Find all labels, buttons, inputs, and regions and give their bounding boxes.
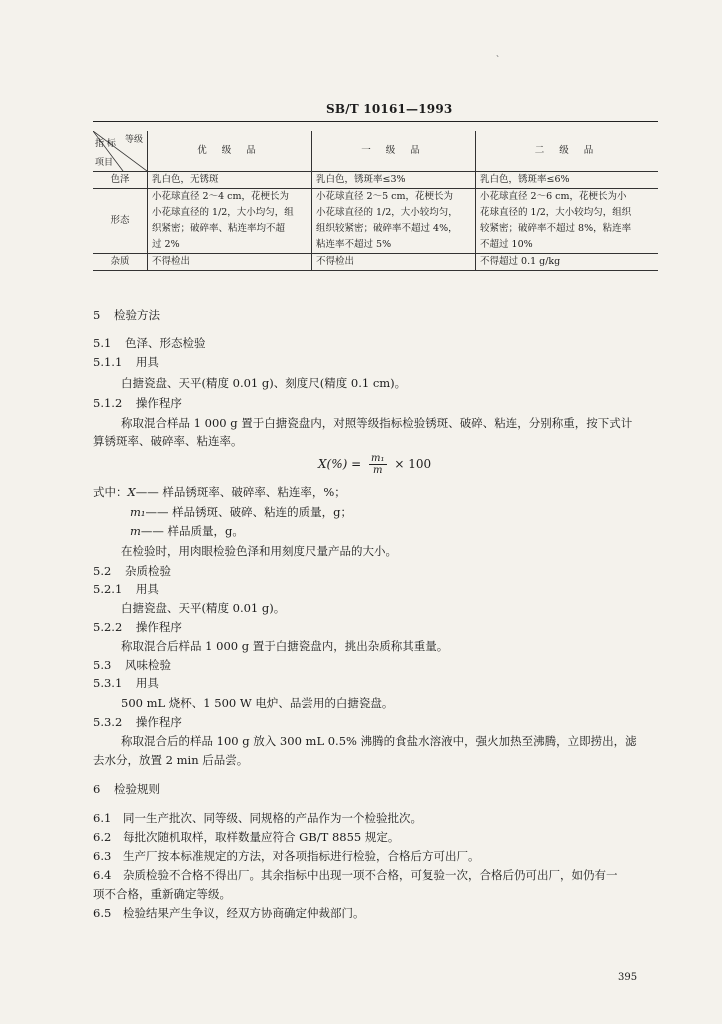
paragraph: 白搪瓷盘、天平(精度 0.01 g)、刻度尺(精度 0.1 cm)。 [121,376,407,390]
cell-shape-excellent [148,189,312,254]
rule-number: 6.3 [93,849,112,863]
section-title: 风味检验 [124,658,171,672]
cell-line: 较紧密；破碎率不超过 8%，粘连率 [480,223,632,234]
page-number: 395 [618,972,638,983]
section-number: 6 [93,782,101,796]
corner-index-label: 指 标 [95,139,116,149]
section-5-heading [93,307,160,323]
rule-number: 6.5 [93,906,112,920]
table-row [93,189,658,254]
formula-lhs: X(%) [318,457,348,471]
cell-line: 小花球直径 2～5 cm，花梗长为 [316,191,453,202]
section-5-1-2-heading [93,395,182,411]
row-label-shape: 形态 [93,189,148,254]
rule-text: 检验结果产生争议，经双方协商确定仲裁部门。 [122,906,365,920]
rule-text: 同一生产批次、同等级、同规格的产品作为一个检验批次。 [122,811,422,825]
section-title: 操作程序 [135,396,182,410]
cell-color-first: 乳白色，锈斑率≤3% [312,172,476,189]
section-number: 5.3.2 [93,715,123,729]
section-number: 5.2.2 [93,620,123,634]
section-title: 操作程序 [135,620,182,634]
cell-line: 花球直径的 1/2，大小较均匀，组织 [480,207,632,218]
section-5-1-heading [93,335,205,351]
section-title: 检验方法 [113,308,160,322]
stray-mark: 、 [496,49,504,58]
formula-numerator: m₁ [371,453,385,464]
corner-grade-label: 等级 [125,135,144,145]
where-symbol: m [130,524,141,538]
rule-6-4-continued: 项不合格，重新确定等级。 [93,887,231,901]
section-title: 色泽、形态检验 [124,336,206,350]
corner-item-label: 项目 [95,158,114,168]
rule-text: 生产厂按本标准规定的方法，对各项指标进行检验，合格后方可出厂。 [122,849,480,863]
cell-line: 小花球直径 2～4 cm，花梗长为 [152,191,289,202]
formula-denominator: m [373,465,383,476]
where-intro: 式中： [93,485,128,499]
row-label-impurity: 杂质 [93,254,148,271]
section-title: 操作程序 [135,715,182,729]
cell-shape-second [476,189,659,254]
section-5-2-2-heading [93,619,182,635]
col-header-first: 一 级 品 [312,131,476,172]
paragraph: 白搪瓷盘、天平(精度 0.01 g)。 [121,601,286,615]
section-5-3-2-heading [93,714,182,730]
rule-number: 6.1 [93,811,112,825]
section-number: 5.1 [93,336,112,350]
col-header-second: 二 级 品 [476,131,659,172]
section-number: 5.2 [93,564,112,578]
section-5-1-1-heading [93,354,159,370]
formula-tail: × 100 [394,457,432,471]
cell-line: 不超过 10% [480,239,533,250]
cell-line: 小花球直径的 1/2，大小均匀，组 [152,207,294,218]
col-header-excellent: 优 级 品 [148,131,312,172]
header-rule [93,121,658,122]
cell-impurity-first: 不得检出 [312,254,476,271]
rule-6-2 [93,829,399,845]
paragraph: 在检验时，用肉眼检验色泽和用刻度尺量产品的大小。 [121,544,397,558]
rule-number: 6.4 [93,868,112,882]
section-5-2-heading [93,563,171,579]
rule-text: 杂质检验不合格不得出厂。其余指标中出现一项不合格，可复验一次，合格后仍可出厂，如仍有一 [122,868,618,882]
cell-line: 小花球直径的 1/2，大小较均匀， [316,207,458,218]
table-row [93,172,658,189]
paragraph: 算锈斑率、破碎率、粘连率。 [93,434,243,448]
section-number: 5.1.2 [93,396,123,410]
cell-line: 粘连率不超过 5% [316,239,392,250]
section-title: 杂质检验 [124,564,171,578]
where-definition: —— 样品质量，g。 [140,524,244,538]
section-6-heading [93,781,160,797]
rule-6-4 [93,867,617,883]
section-number: 5.1.1 [93,355,123,369]
paragraph: 称取混合后样品 1 000 g 置于白搪瓷盘内，挑出杂质称其重量。 [121,639,449,653]
cell-impurity-excellent: 不得检出 [148,254,312,271]
rule-number: 6.2 [93,830,112,844]
where-m1 [130,504,352,520]
where-symbol: X [127,485,136,499]
cell-line: 织紧密；破碎率、粘连率均不超 [152,223,286,234]
rule-6-3 [93,848,479,864]
paragraph: 称取混合后的样品 100 g 放入 300 mL 0.5% 沸腾的食盐水溶液中，强火加热至沸腾，立即捞出，滤 [121,734,637,748]
section-number: 5.3.1 [93,676,123,690]
row-label-color: 色泽 [93,172,148,189]
cell-shape-first [312,189,476,254]
section-5-3-1-heading [93,675,159,691]
cell-line: 小花球直径 2～6 cm，花梗长为小 [480,191,627,202]
section-title: 检验规则 [113,782,160,796]
section-number: 5 [93,308,101,322]
section-number: 5.2.1 [93,582,123,596]
section-5-2-1-heading [93,581,159,597]
formula-equals: = [351,457,362,471]
table-row [93,254,658,271]
cell-line: 过 2% [152,239,180,250]
paragraph: 去水分，放置 2 min 后品尝。 [93,753,249,767]
table-header-row [93,131,658,172]
section-5-3-heading [93,657,171,673]
grade-table [93,131,658,271]
formula-fraction [369,453,387,476]
paragraph: 500 mL 烧杯、1 500 W 电炉、品尝用的白搪瓷盘。 [121,696,394,710]
section-title: 用具 [135,355,159,369]
where-definition: —— 样品锈斑率、破碎率、粘连率，%； [135,485,346,499]
table-corner-cell [93,131,148,172]
where-x [93,484,346,500]
cell-impurity-second: 不得超过 0.1 g/kg [476,254,659,271]
cell-color-excellent: 乳白色，无锈斑 [148,172,312,189]
rule-6-1 [93,810,422,826]
cell-line: 组织较紧密；破碎率不超过 4%， [316,223,458,234]
cell-color-second: 乳白色，锈斑率≤6% [476,172,659,189]
rule-text: 每批次随机取样，取样数量应符合 GB/T 8855 规定。 [122,830,400,844]
where-definition: —— 样品锈斑、破碎、粘连的质量，g； [145,505,353,519]
formula [318,453,431,476]
paragraph: 称取混合样品 1 000 g 置于白搪瓷盘内，对照等级指标检验锈斑、破碎、粘连，分别称重，按下式计 [121,416,633,430]
where-symbol: m₁ [130,505,146,519]
rule-6-5 [93,905,364,921]
page-header: SB/T 10161—1993 [326,102,453,116]
section-title: 用具 [135,582,159,596]
where-m [130,523,244,539]
section-title: 用具 [135,676,159,690]
section-number: 5.3 [93,658,112,672]
